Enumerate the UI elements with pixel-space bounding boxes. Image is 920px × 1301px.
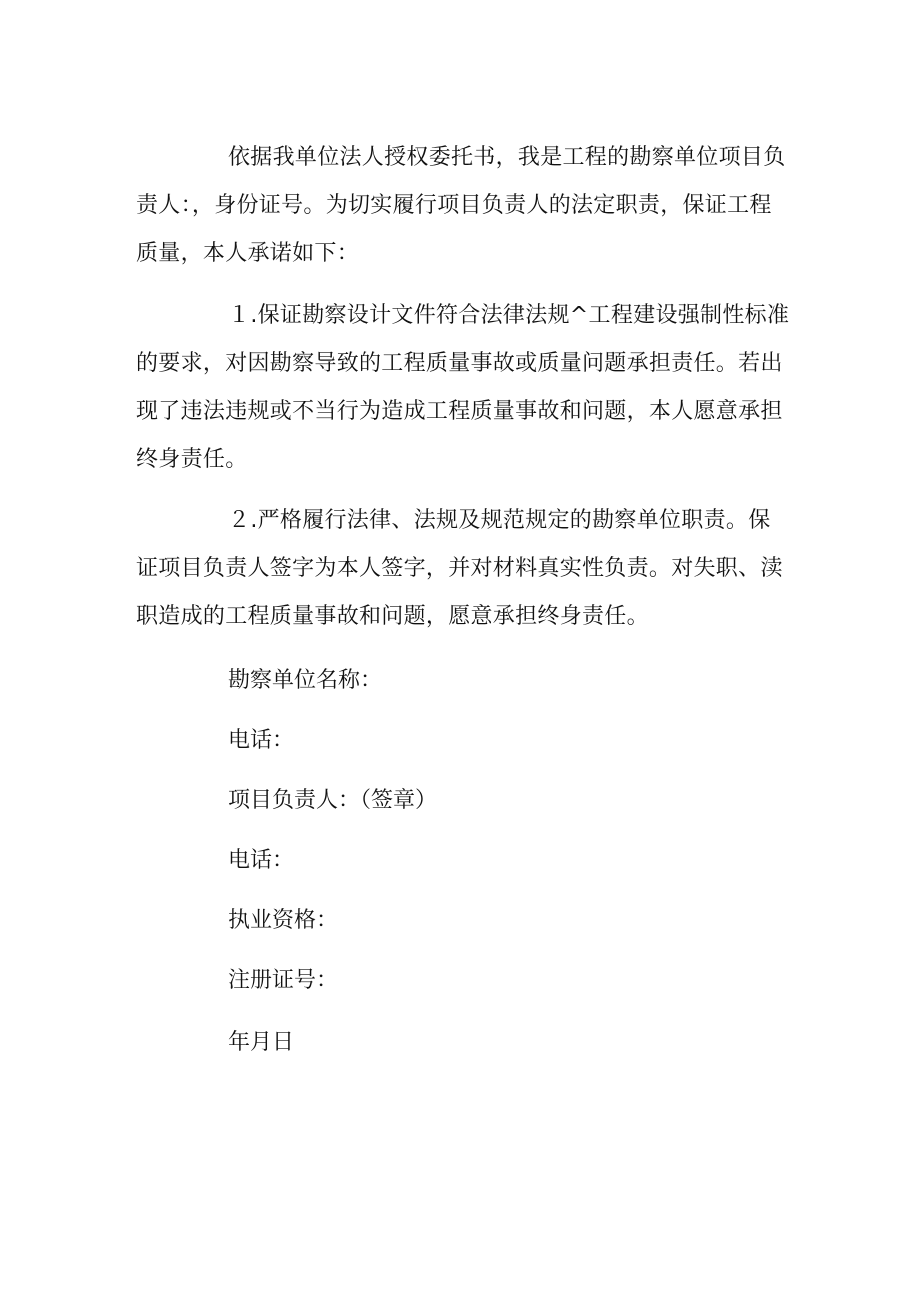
paragraph-line: 证项目负责人签字为本人签字，并对材料真实性负责。对失职、渎	[136, 556, 783, 581]
date-field: 年月日	[228, 1030, 295, 1055]
commitment-item-2	[136, 497, 783, 641]
paragraph-line-first	[136, 292, 790, 340]
paragraph-line-first	[136, 497, 776, 545]
paragraph-line: 终身责任。	[136, 447, 248, 472]
item-text: .保证勘察设计文件符合法律法规^工程建设强制性标准	[250, 303, 790, 328]
paragraph-line: 职造成的工程质量事故和问题，愿意承担终身责任。	[136, 604, 649, 629]
item-number: ２	[228, 508, 251, 533]
lead-phone-field: 电话：	[228, 848, 295, 873]
commitment-item-1	[136, 292, 790, 484]
paragraph-line: 责人：，身份证号。为切实履行项目负责人的法定职责，保证工程	[136, 193, 772, 218]
unit-phone-field: 电话：	[228, 728, 295, 753]
paragraph-line: 现了违法违规或不当行为造成工程质量事故和问题，本人愿意承担	[136, 399, 783, 424]
paragraph-line: 依据我单位法人授权委托书，我是工程的勘察单位项目负	[228, 145, 786, 170]
survey-unit-name-field: 勘察单位名称：	[228, 668, 383, 693]
registration-number-field: 注册证号：	[228, 968, 339, 993]
item-number: １	[228, 303, 251, 328]
paragraph-line: 质量，本人承诺如下：	[136, 241, 360, 266]
item-text: .严格履行法律、法规及规范规定的勘察单位职责。保	[250, 508, 771, 533]
commitment-intro-paragraph	[136, 134, 786, 278]
paragraph-line: 的要求，对因勘察导致的工程质量事故或质量问题承担责任。若出	[136, 351, 783, 376]
project-lead-signature-field: 项目负责人：（签章）	[228, 788, 438, 813]
qualification-field: 执业资格：	[228, 908, 339, 933]
